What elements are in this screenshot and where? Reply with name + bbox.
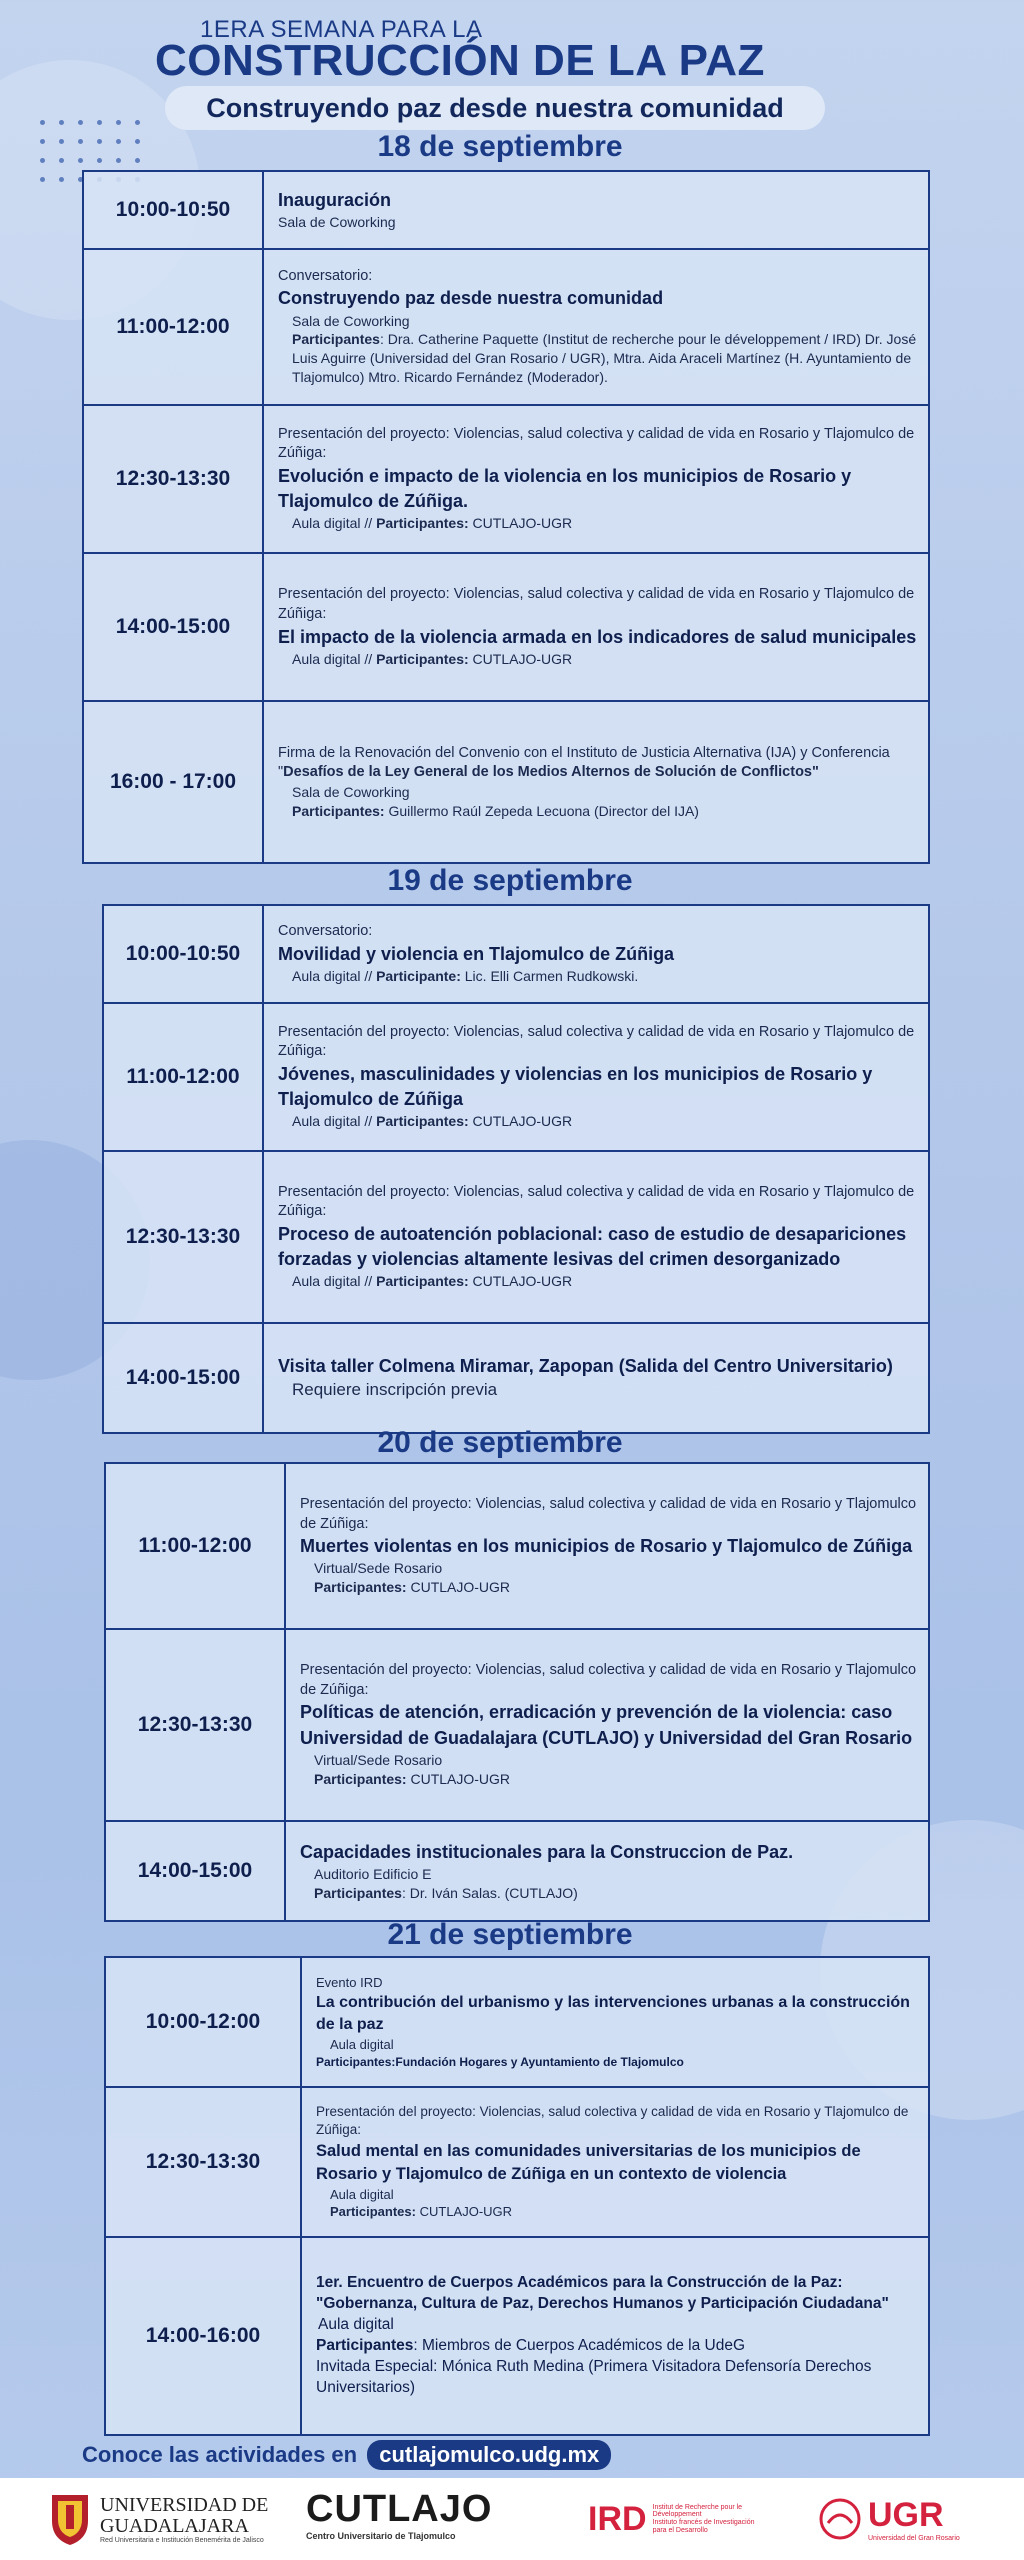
table-row — [104, 1324, 928, 1432]
footer-label: Conoce las actividades en — [82, 2442, 358, 2467]
event-pretitle: Presentación del proyecto: Violencias, salud colectiva y calidad de vida en Rosario y Tlajomulco de Zúñiga: — [300, 1495, 917, 1532]
table-row — [106, 2238, 928, 2434]
participants-text: CUTLAJO-UGR — [406, 1770, 511, 1787]
event-location: Virtual/Sede Rosario — [314, 1751, 443, 1768]
table-row — [106, 1822, 928, 1920]
event-pretitle: Conversatorio: — [278, 267, 373, 284]
day-title: 18 de septiembre — [377, 130, 623, 163]
event-location: Aula digital // — [292, 1273, 377, 1290]
event-location: Aula digital — [330, 2037, 394, 2053]
event-location: Aula digital // — [292, 1113, 377, 1130]
logos-bar — [0, 2478, 1024, 2560]
ird-small: Institut de Recherche pour le Développement — [652, 2503, 743, 2519]
participants-label: Participantes: — [376, 515, 469, 532]
event-time: 11:00-12:00 — [106, 1464, 286, 1628]
event-time: 14:00-15:00 — [84, 554, 264, 700]
event-location: Aula digital // — [292, 650, 377, 667]
event-time: 14:00-15:00 — [104, 1324, 264, 1432]
event-location: Aula digital — [330, 2186, 394, 2202]
table-row — [84, 554, 928, 702]
participants-label: Participantes — [314, 1884, 402, 1901]
event-extra: Invitada Especial: Mónica Ruth Medina (Primera Visitadora Defensoría Derechos Universitarios) — [316, 2357, 872, 2396]
event-time: 16:00 - 17:00 — [84, 702, 264, 862]
participants-text: Lic. Elli Carmen Rudkowski. — [460, 967, 639, 984]
event-title: Evolución e impacto de la violencia en los municipios de Rosario y Tlajomulco de Zúñiga. — [278, 465, 852, 512]
event-title: Políticas de atención, erradicación y prevención de la violencia: caso Universidad de Guadalajara (CUTLAJO) y Universidad del Gran Rosario — [300, 1702, 913, 1748]
event-title: Movilidad y violencia en Tlajomulco de Zúñiga — [278, 943, 675, 964]
table-row — [84, 702, 928, 862]
schedule-table-day1 — [82, 170, 930, 864]
schedule-table-day3 — [104, 1462, 930, 1922]
event-title: Jóvenes, masculinidades y violencias en los municipios de Rosario y Tlajomulco de Zúñiga — [278, 1063, 873, 1110]
event-location: Aula digital — [318, 2316, 394, 2334]
udg-logo — [48, 2488, 268, 2550]
event-time: 11:00-12:00 — [104, 1004, 264, 1150]
participants-label: Participantes — [292, 331, 380, 348]
event-time: 14:00-15:00 — [106, 1822, 286, 1920]
participants-label: Participante: — [376, 967, 461, 984]
event-title: Visita taller Colmena Miramar, Zapopan (Salida del Centro Universitario) — [278, 1355, 893, 1376]
event-title: 1er. Encuentro de Cuerpos Académicos para la Construcción de la Paz: — [316, 2274, 843, 2292]
event-location: Sala de Coworking — [292, 783, 410, 800]
participants-text: CUTLAJO-UGR — [468, 650, 573, 667]
event-title: Inauguración — [278, 189, 392, 210]
event-pretitle: Presentación del proyecto: Violencias, salud colectiva y calidad de vida en Rosario y Tlajomulco de Zúñiga: — [278, 425, 915, 462]
event-time: 10:00-10:50 — [104, 906, 264, 1002]
event-location: Auditorio Edificio E — [314, 1865, 432, 1882]
participants-label: Participantes: — [330, 2204, 416, 2220]
table-row — [106, 1630, 928, 1822]
participants-label: Participantes: — [376, 650, 469, 667]
day-title: 19 de septiembre — [387, 864, 633, 897]
participants-label: Participantes:Fundación Hogares y Ayuntamiento de Tlajomulco — [316, 2054, 684, 2069]
table-row — [106, 1958, 928, 2088]
header-tagline: Construyendo paz desde nuestra comunidad — [165, 86, 825, 130]
event-pretitle: Evento IRD — [316, 1974, 383, 1990]
udg-line2: GUADALAJARA — [100, 2514, 249, 2537]
event-time: 12:30-13:30 — [106, 1630, 286, 1820]
participants-text: : Dr. Iván Salas. (CUTLAJO) — [401, 1884, 578, 1901]
event-location: Sala de Coworking — [292, 312, 410, 329]
participants-label: Participantes: — [314, 1770, 407, 1787]
event-time: 14:00-16:00 — [106, 2238, 302, 2434]
event-subtitle: "Gobernanza, Cultura de Paz, Derechos Humanos y Participación Ciudadana" — [316, 2295, 889, 2313]
event-location: Aula digital // — [292, 515, 377, 532]
cutlajo-sub: Centro Universitario de Tlajomulco — [306, 2531, 456, 2541]
header-title: CONSTRUCCIÓN DE LA PAZ — [155, 36, 765, 85]
participants-label: Participantes: — [376, 1273, 469, 1290]
event-location: Sala de Coworking — [278, 214, 396, 231]
header-subtitle: 1ERA SEMANA PARA LA — [200, 16, 483, 43]
event-location: Aula digital // — [292, 967, 377, 984]
event-title: Desafíos de la Ley General de los Medios Alternos de Solución de Conflictos" — [283, 764, 819, 781]
cutlajo-wordmark: CUTLAJO — [306, 2488, 493, 2530]
event-pretitle: Presentación del proyecto: Violencias, salud colectiva y calidad de vida en Rosario y Tlajomulco de Zúñiga: — [300, 1662, 917, 1698]
schedule-table-day4 — [104, 1956, 930, 2436]
ird-small2: Instituto francés de Investigación para el Desarrollo — [652, 2519, 755, 2534]
participants-text: CUTLAJO-UGR — [406, 1579, 511, 1596]
footer-url-link[interactable]: cutlajomulco.udg.mx — [367, 2440, 611, 2470]
event-time: 10:00-12:00 — [106, 1958, 302, 2086]
udg-crest-icon — [48, 2491, 92, 2547]
participants-text: CUTLAJO-UGR — [415, 2204, 513, 2220]
participants-label: Participantes: — [292, 802, 385, 819]
event-pretitle: Firma de la Renovación del Convenio con el Instituto de Justicia Alternativa (IJA) y Conferencia " — [278, 744, 890, 781]
event-title: El impacto de la violencia armada en los indicadores de salud municipales — [278, 626, 917, 647]
schedule-table-day2 — [102, 904, 930, 1434]
table-row — [104, 906, 928, 1004]
ugr-small: Universidad del Gran Rosario — [868, 2535, 960, 2542]
participants-label: Participantes: — [314, 1579, 407, 1596]
event-title: Capacidades institucionales para la Construccion de Paz. — [300, 1841, 794, 1862]
ird-logo — [588, 2488, 763, 2550]
event-location: Virtual/Sede Rosario — [314, 1560, 443, 1577]
event-pretitle: Presentación del proyecto: Violencias, salud colectiva y calidad de vida en Rosario y Tlajomulco de Zúñiga: — [278, 1183, 915, 1220]
event-title: Muertes violentas en los municipios de Rosario y Tlajomulco de Zúñiga — [300, 1536, 913, 1557]
participants-text: CUTLAJO-UGR — [468, 1113, 573, 1130]
table-row — [104, 1152, 928, 1324]
event-note: Requiere inscripción previa — [292, 1380, 498, 1400]
footer-text — [82, 2440, 611, 2470]
event-title: Proceso de autoatención poblacional: caso de estudio de desapariciones forzadas y violencias altamente lesivas del crimen desorganizado — [278, 1223, 907, 1270]
participants-text: : Miembros de Cuerpos Académicos de la UdeG — [413, 2337, 746, 2354]
udg-small: Red Universitaria e Institución Benemérita de Jalisco — [100, 2536, 264, 2544]
udg-line1: UNIVERSIDAD DE — [100, 2493, 269, 2516]
participants-label: Participantes — [316, 2337, 414, 2354]
event-pretitle: Conversatorio: — [278, 923, 373, 940]
cutlajo-logo — [306, 2488, 492, 2550]
participants-text: CUTLAJO-UGR — [468, 515, 573, 532]
day-title: 21 de septiembre — [387, 1918, 633, 1951]
event-time: 12:30-13:30 — [84, 406, 264, 552]
table-row — [84, 406, 928, 554]
event-time: 10:00-10:50 — [84, 172, 264, 248]
event-title: La contribución del urbanismo y las intervenciones urbanas a la construcción de la paz — [316, 1993, 910, 2033]
day-title: 20 de septiembre — [377, 1426, 623, 1459]
table-row — [84, 250, 928, 406]
event-time: 11:00-12:00 — [84, 250, 264, 404]
ird-wordmark: IRD — [588, 2499, 647, 2538]
table-row — [106, 1464, 928, 1630]
participants-text: CUTLAJO-UGR — [468, 1273, 573, 1290]
event-time: 12:30-13:30 — [106, 2088, 302, 2236]
ugr-wordmark: UGR — [868, 2496, 944, 2534]
event-pretitle: Presentación del proyecto: Violencias, salud colectiva y calidad de vida en Rosario y Tlajomulco de Zúñiga: — [316, 2104, 909, 2138]
event-time: 12:30-13:30 — [104, 1152, 264, 1322]
ugr-emblem-icon — [818, 2497, 862, 2541]
table-row — [104, 1004, 928, 1152]
participants-text: : Dra. Catherine Paquette (Institut de recherche pour le développement / IRD) Dr. José Luis Aguirre (Universidad del Gran Rosario / UGR), Mtra. Aida Araceli Martínez (H. Ayuntamiento de Tlajomulco) Mtro. Ricardo Fernández (Moderador). — [292, 331, 917, 386]
table-row — [106, 2088, 928, 2238]
event-pretitle: Presentación del proyecto: Violencias, salud colectiva y calidad de vida en Rosario y Tlajomulco de Zúñiga: — [278, 1023, 915, 1060]
ugr-logo — [818, 2488, 960, 2550]
event-title: Construyendo paz desde nuestra comunidad — [278, 288, 664, 309]
event-pretitle: Presentación del proyecto: Violencias, salud colectiva y calidad de vida en Rosario y Tlajomulco de Zúñiga: — [278, 586, 915, 622]
event-title: Salud mental en las comunidades universitarias de los municipios de Rosario y Tlajomulco de Zúñiga en un contexto de violencia — [316, 2141, 861, 2183]
participants-text: Guillermo Raúl Zepeda Lecuona (Director del IJA) — [384, 802, 699, 819]
table-row — [84, 172, 928, 250]
participants-label: Participantes: — [376, 1113, 469, 1130]
